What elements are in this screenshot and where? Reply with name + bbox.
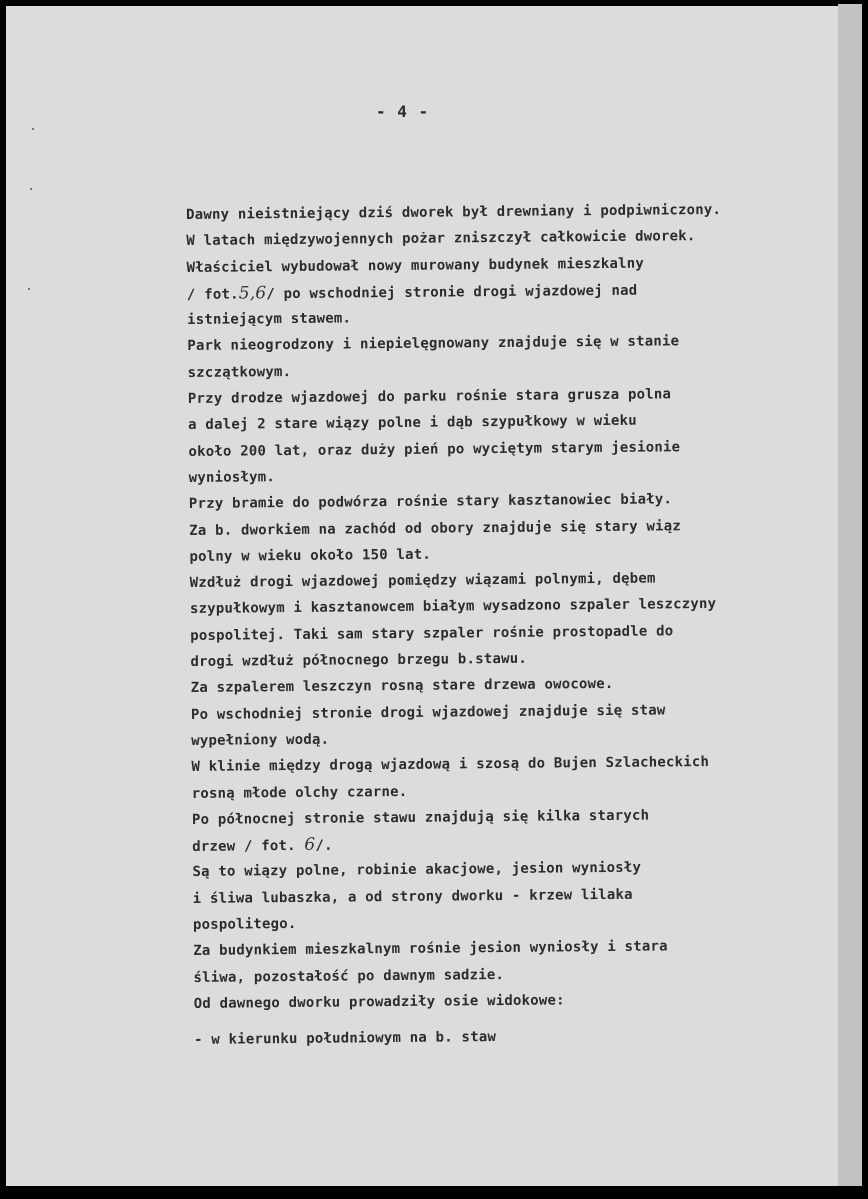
text-line: i śliwa lubaszka, a od strony dworku - krzew lilaka (192, 886, 633, 907)
text-line: a dalej 2 stare wiązy polne i dąb szypułkowy w wieku (188, 413, 637, 434)
body-text (186, 196, 838, 1054)
text-line: Dawny nieistniejący dziś dworek był drewniany i podpiwniczony. (186, 201, 722, 223)
text-line: Po północnej stronie stawu znajdują się kilka starych (191, 807, 650, 828)
text-line: szczątkowym. (187, 363, 292, 381)
text-line: Właściciel wybudował nowy murowany budynek mieszkalny (186, 255, 645, 276)
text-line: Po wschodniej stronie drogi wjazdowej znajduje się staw (190, 702, 666, 723)
text-line: pospolitego. (192, 915, 297, 933)
text-line: Wzdłuż drogi wjazdowej pomiędzy wiązami polnymi, dębem (189, 570, 656, 592)
handwritten-photo-ref: 6 (304, 834, 316, 856)
handwritten-photo-ref: 5,6 (238, 283, 267, 304)
text-line: Park nieogrodzony i niepielęgnowany znajduje się w stanie (187, 333, 680, 355)
text-line: / fot.5,6/ po wschodniej stronie drogi wjazdowej nad (186, 282, 638, 304)
text-line: drzew / fot. 6/. (192, 834, 333, 856)
page-number: - 4 - (376, 102, 430, 121)
text-line: W latach międzywojennych pożar zniszczył całkowicie dworek. (186, 228, 696, 250)
text-line: Od dawnego dworku prowadziły osie widokowe: (193, 992, 565, 1012)
text-line: - w kierunku południowym na b. staw (193, 1029, 497, 1049)
text-line: drogi wzdłuż północnego brzegu b.stawu. (190, 650, 528, 671)
text-line: Są to wiązy polne, robinie akacjowe, jesion wyniosły (192, 860, 642, 881)
margin-speck (30, 188, 32, 190)
text-line: Przy drodze wjazdowej do parku rośnie stara grusza polna (187, 386, 672, 408)
text-line: wyniosłym. (188, 469, 276, 486)
text-line: pospolitej. Taki sam stary szpaler rośnie prostopadle do (190, 623, 674, 644)
document-page (6, 6, 838, 1186)
text-line: Za b. dworkiem na zachód od obory znajduje się stary wiąz (189, 517, 682, 539)
text-line: Przy bramie do podwórza rośnie stary kasztanowiec biały. (188, 491, 673, 513)
text-line: około 200 lat, oraz duży pień po wyciętym starym jesionie (188, 438, 681, 460)
text-line: Za budynkiem mieszkalnym rośnie jesion wyniosły i stara (193, 938, 668, 960)
text-line: wypełniony wodą. (191, 731, 330, 749)
margin-speck (28, 288, 30, 290)
text-line: szypułkowym i kasztanowcem białym wysadzono szpaler leszczyny (189, 596, 717, 618)
margin-speck (32, 128, 34, 130)
text-line: rosną młode olchy czarne. (191, 783, 408, 802)
text-line: polny w wieku około 150 lat. (189, 546, 432, 565)
text-line: Za szpalerem leszczyn rosną stare drzewa owocowe. (190, 676, 614, 697)
text-line: śliwa, pozostałość po dawnym sadzie. (193, 966, 505, 986)
text-line: istniejącym stawem. (187, 310, 352, 329)
text-line: W klinie między drogą wjazdową i szosą do Bujen Szlacheckich (191, 754, 710, 776)
scanner-edge-strip (838, 4, 862, 1186)
